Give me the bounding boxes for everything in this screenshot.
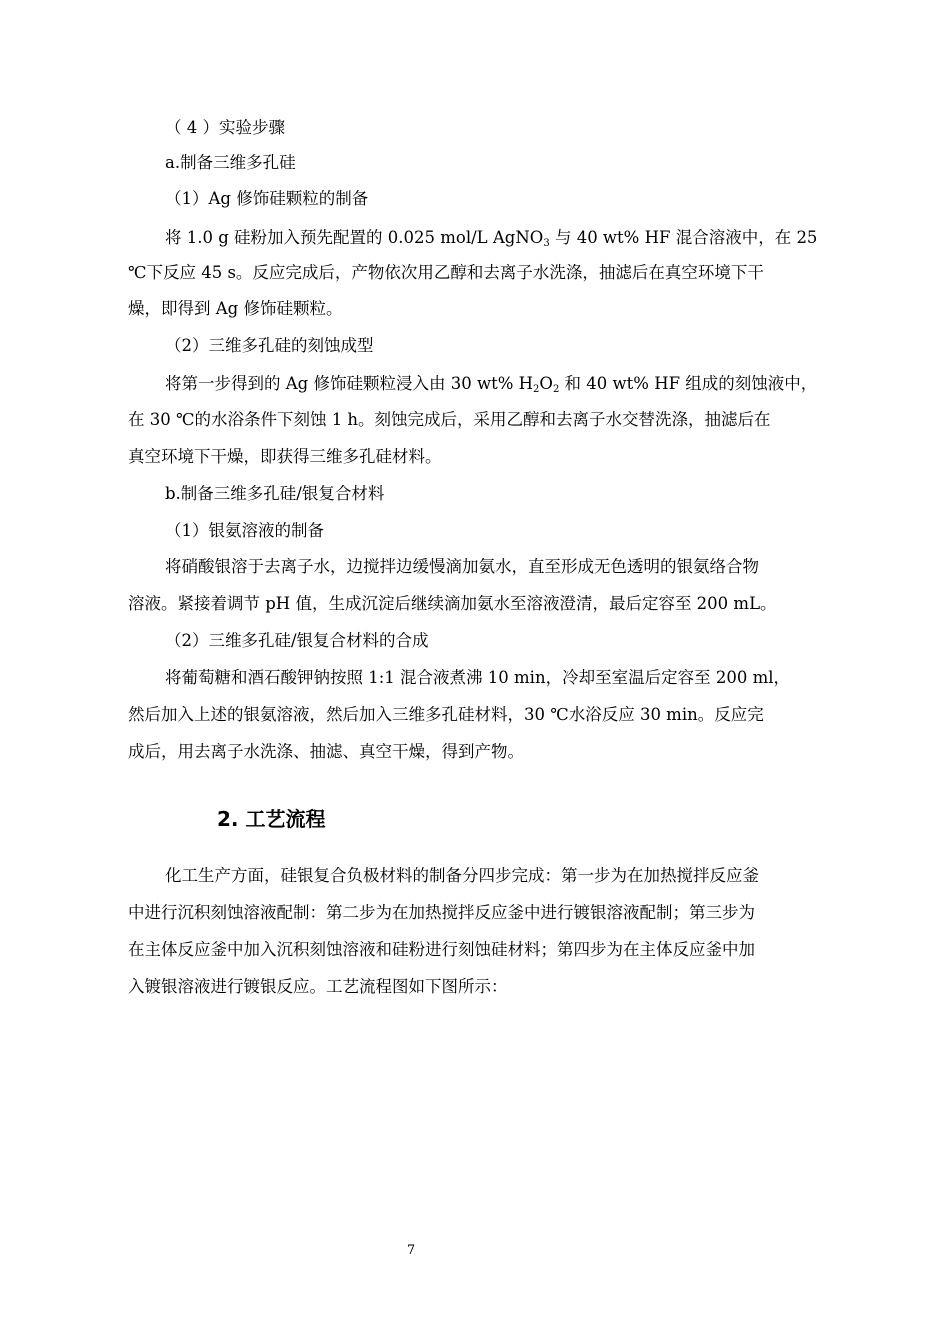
section-a-sub2-line1 [165, 374, 905, 394]
page-number: 7 [406, 1243, 416, 1258]
section-a-sub1-line1 [165, 228, 905, 248]
section-b-title: b.制备三维多孔硅/银复合材料 [165, 484, 385, 503]
section-a-sub1-title: （1）Ag 修饰硅颗粒的制备 [165, 189, 369, 208]
section2-line4: 入镀银溶液进行镀银反应。工艺流程图如下图所示： [128, 977, 508, 996]
section2-line1: 化工生产方面，硅银复合负极材料的制备分四步完成：第一步为在加热搅拌反应釜 [165, 866, 759, 885]
section-a-sub1-line3: 燥，即得到 Ag 修饰硅颗粒。 [128, 299, 343, 318]
subscript: 2 [552, 384, 560, 395]
section-a-sub1-line2: ℃下反应 45 s。反应完成后，产物依次用乙醇和去离子水洗涤，抽滤后在真空环境下干 [128, 263, 764, 282]
steps-heading: （ 4 ）实验步骤 [165, 118, 285, 137]
subscript: 2 [533, 384, 540, 395]
text-segment: 将 1.0 g 硅粉加入预先配置的 0.025 mol/L AgNO [165, 228, 544, 247]
section-b-sub1-title: （1）银氨溶液的制备 [165, 521, 324, 540]
subscript: 3 [543, 238, 550, 249]
section-a-sub2-title: （2）三维多孔硅的刻蚀成型 [165, 336, 374, 355]
section-b-sub2-line1: 将葡萄糖和酒石酸钾钠按照 1:1 混合液煮沸 10 min，冷却至室温后定容至 200 ml， [165, 668, 790, 687]
section-a-sub2-line2: 在 30 ℃的水浴条件下刻蚀 1 h。刻蚀完成后，采用乙醇和去离子水交替洗涤，抽滤后在 [128, 410, 771, 429]
section2-line3: 在主体反应釜中加入沉积刻蚀溶液和硅粉进行刻蚀硅材料；第四步为在主体反应釜中加 [128, 940, 755, 959]
text-segment: O [539, 374, 553, 393]
section-b-sub2-line2: 然后加入上述的银氨溶液，然后加入三维多孔硅材料，30 ℃水浴反应 30 min。反应完 [128, 705, 764, 724]
text-segment: 和 40 wt% HF 组成的刻蚀液中， [559, 374, 818, 393]
text-segment: 与 40 wt% HF 混合溶液中，在 25 [549, 228, 818, 247]
section-b-sub1-line1: 将硝酸银溶于去离子水，边搅拌边缓慢滴加氨水，直至形成无色透明的银氨络合物 [165, 557, 759, 576]
section-a-title: a.制备三维多孔硅 [165, 153, 296, 172]
section2-line2: 中进行沉积刻蚀溶液配制：第二步为在加热搅拌反应釜中进行镀银溶液配制；第三步为 [128, 903, 755, 922]
section-b-sub1-line2: 溶液。紧接着调节 pH 值，生成沉淀后继续滴加氨水至溶液澄清，最后定容至 200 mL。 [128, 594, 777, 613]
text-segment: 将第一步得到的 Ag 修饰硅颗粒浸入由 30 wt% H [165, 374, 534, 393]
section-a-sub2-line3: 真空环境下干燥，即获得三维多孔硅材料。 [128, 447, 442, 466]
section2-heading: 2. 工艺流程 [217, 807, 326, 831]
section-b-sub2-line3: 成后，用去离子水洗涤、抽滤、真空干燥，得到产物。 [128, 742, 524, 761]
section-b-sub2-title: （2）三维多孔硅/银复合材料的合成 [165, 631, 429, 650]
